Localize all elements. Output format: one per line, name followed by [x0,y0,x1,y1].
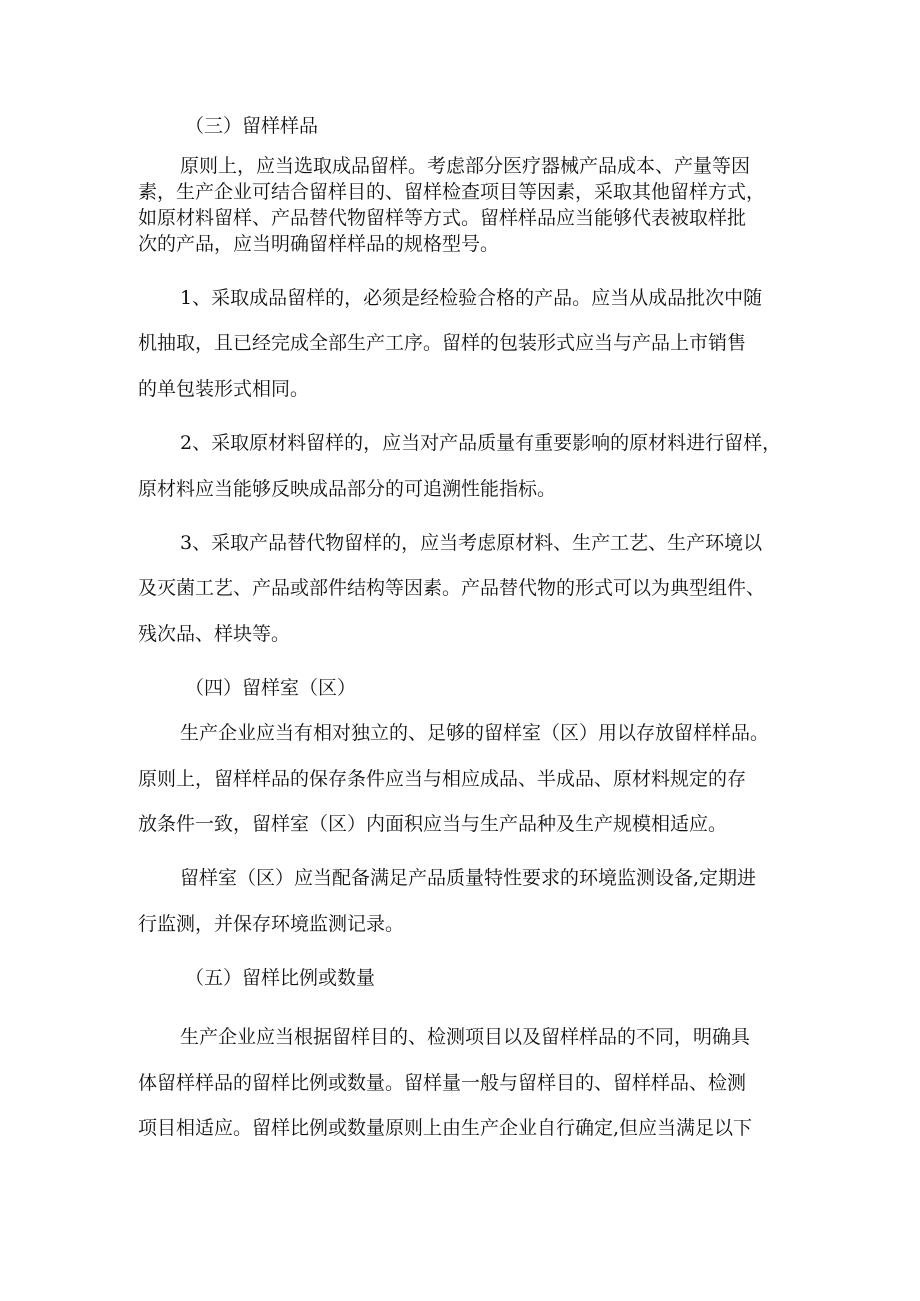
s4-p1-line-3: 放条件一致，留样室（区）内面积应当与生产品种及生产规模相适应。 [138,813,728,835]
s3-item3-line-2: 及灭菌工艺、产品或部件结构等因素。产品替代物的形式可以为典型组件、 [138,577,766,599]
s3-p1-line-1: 原则上，应当选取成品留样。考虑部分医疗器械产品成本、产量等因 [180,155,751,177]
s3-item2-line-1: 2、采取原材料留样的，应当对产品质量有重要影响的原材料进行留样， [180,432,782,454]
section-3-heading: （三）留样样品 [185,115,319,137]
s3-item1-line-3: 的单包装形式相同。 [138,378,310,400]
s3-item3-line-3: 残次品、样块等。 [138,623,291,645]
s3-item1-line-2: 机抽取，且已经完成全部生产工序。留样的包装形式应当与产品上市销售 [138,332,747,354]
s3-p1-line-2: 素，生产企业可结合留样目的、留样检查项目等因素，采取其他留样方式， [138,181,766,203]
s4-p2-line-2: 行监测，并保存环境监测记录。 [138,913,405,935]
s3-item2-line-2: 原材料应当能够反映成品部分的可追溯性能指标。 [138,478,557,500]
s5-p1-line-3: 项目相适应。留样比例或数量原则上由生产企业自行确定,但应当满足以下 [138,1117,753,1139]
s3-item3-line-1: 3、采取产品替代物留样的，应当考虑原材料、生产工艺、生产环境以 [180,532,763,554]
s3-item1-line-1: 1、采取成品留样的，必须是经检验合格的产品。应当从成品批次中随 [180,287,763,309]
s5-p1-line-1: 生产企业应当根据留样目的、检测项目以及留样样品的不同，明确具 [180,1026,751,1048]
s4-p1-line-1: 生产企业应当有相对独立的、足够的留样室（区）用以存放留样样品。 [180,722,770,744]
s3-p1-line-4: 次的产品，应当明确留样样品的规格型号。 [138,233,500,255]
section-4-heading: （四）留样室（区） [185,677,357,699]
s3-p1-line-3: 如原材料留样、产品替代物留样等方式。留样样品应当能够代表被取样批 [138,207,747,229]
s4-p1-line-2: 原则上，留样样品的保存条件应当与相应成品、半成品、原材料规定的存 [138,768,747,790]
s5-p1-line-2: 体留样样品的留样比例或数量。留样量一般与留样目的、留样样品、检测 [138,1072,747,1094]
section-5-heading: （五）留样比例或数量 [185,967,376,989]
s4-p2-line-1: 留样室（区）应当配备满足产品质量特性要求的环境监测设备,定期进 [180,867,757,889]
